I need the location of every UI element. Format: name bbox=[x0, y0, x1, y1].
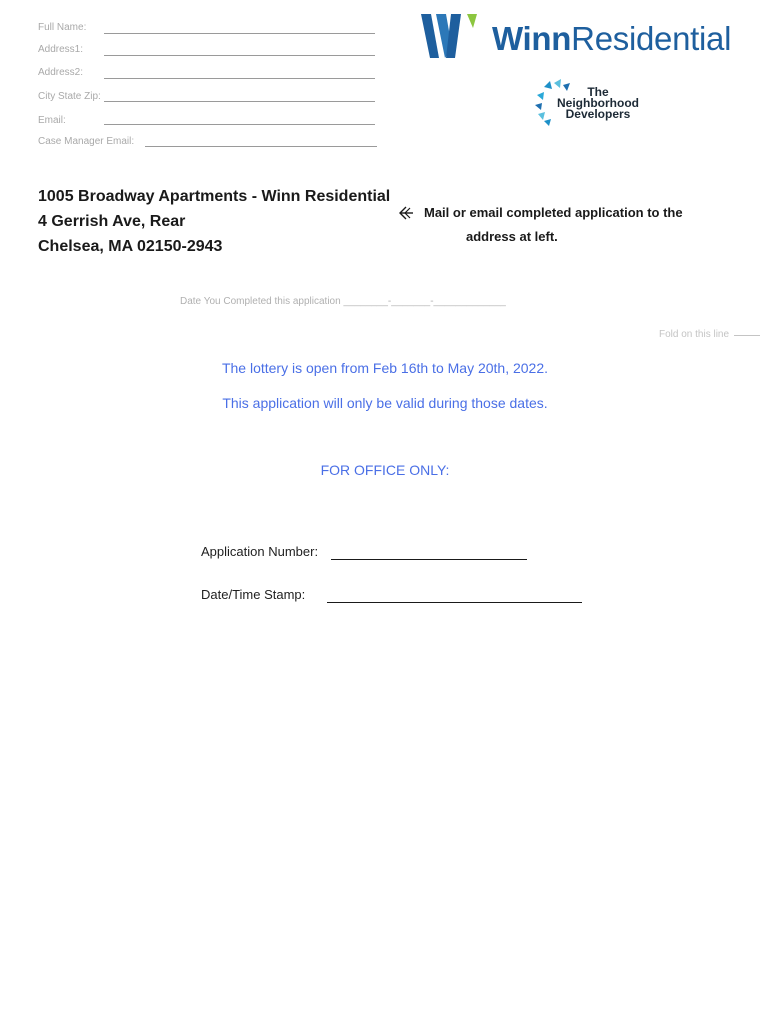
mail-instruction-line-1: Mail or email completed application to the bbox=[424, 205, 683, 220]
fold-line-label: Fold on this line bbox=[659, 329, 730, 340]
date-time-stamp-label: Date/Time Stamp: bbox=[201, 587, 306, 602]
fold-line-divider bbox=[734, 335, 760, 336]
validity-notice: This application will only be valid during those dates. bbox=[222, 395, 548, 411]
winn-wordmark-bold: Winn bbox=[492, 20, 572, 57]
mailing-address-line-3: Chelsea, MA 02150-2943 bbox=[38, 238, 223, 255]
city-state-zip-label: City State Zip: bbox=[38, 91, 101, 102]
case-manager-email-field[interactable] bbox=[145, 146, 377, 147]
address2-label: Address2: bbox=[38, 67, 84, 78]
full-name-label: Full Name: bbox=[38, 22, 87, 33]
email-field[interactable] bbox=[104, 124, 375, 125]
city-state-zip-field[interactable] bbox=[104, 101, 375, 102]
application-number-label: Application Number: bbox=[201, 544, 319, 559]
address2-field[interactable] bbox=[104, 78, 375, 79]
tnd-line-3: Developers bbox=[565, 107, 631, 121]
application-number-field[interactable] bbox=[331, 559, 527, 560]
address1-label: Address1: bbox=[38, 44, 84, 55]
mailing-address-line-1: 1005 Broadway Apartments - Winn Residential bbox=[38, 188, 391, 205]
address1-field[interactable] bbox=[104, 55, 375, 56]
full-name-field[interactable] bbox=[104, 33, 375, 34]
lottery-dates-notice: The lottery is open from Feb 16th to May 20th, 2022. bbox=[221, 360, 549, 376]
winn-logo-mark-icon bbox=[421, 12, 481, 62]
mailing-address-line-2: 4 Gerrish Ave, Rear bbox=[38, 213, 186, 230]
left-arrow-icon bbox=[398, 206, 414, 220]
winn-residential-wordmark bbox=[492, 20, 731, 58]
office-only-heading: FOR OFFICE ONLY: bbox=[320, 462, 450, 478]
tnd-line-2: Neighborhood bbox=[557, 96, 639, 110]
mail-instruction-line-2: address at left. bbox=[466, 229, 558, 244]
date-time-stamp-field[interactable] bbox=[327, 602, 582, 603]
neighborhood-developers-wordmark bbox=[554, 87, 642, 120]
winn-wordmark-regular: Residential bbox=[571, 20, 732, 57]
tnd-line-1: The bbox=[587, 85, 609, 99]
date-completed-field[interactable]: Date You Completed this application ________-_______-_____________ bbox=[180, 296, 506, 307]
case-manager-email-label: Case Manager Email: bbox=[38, 136, 135, 147]
email-label: Email: bbox=[38, 115, 66, 126]
